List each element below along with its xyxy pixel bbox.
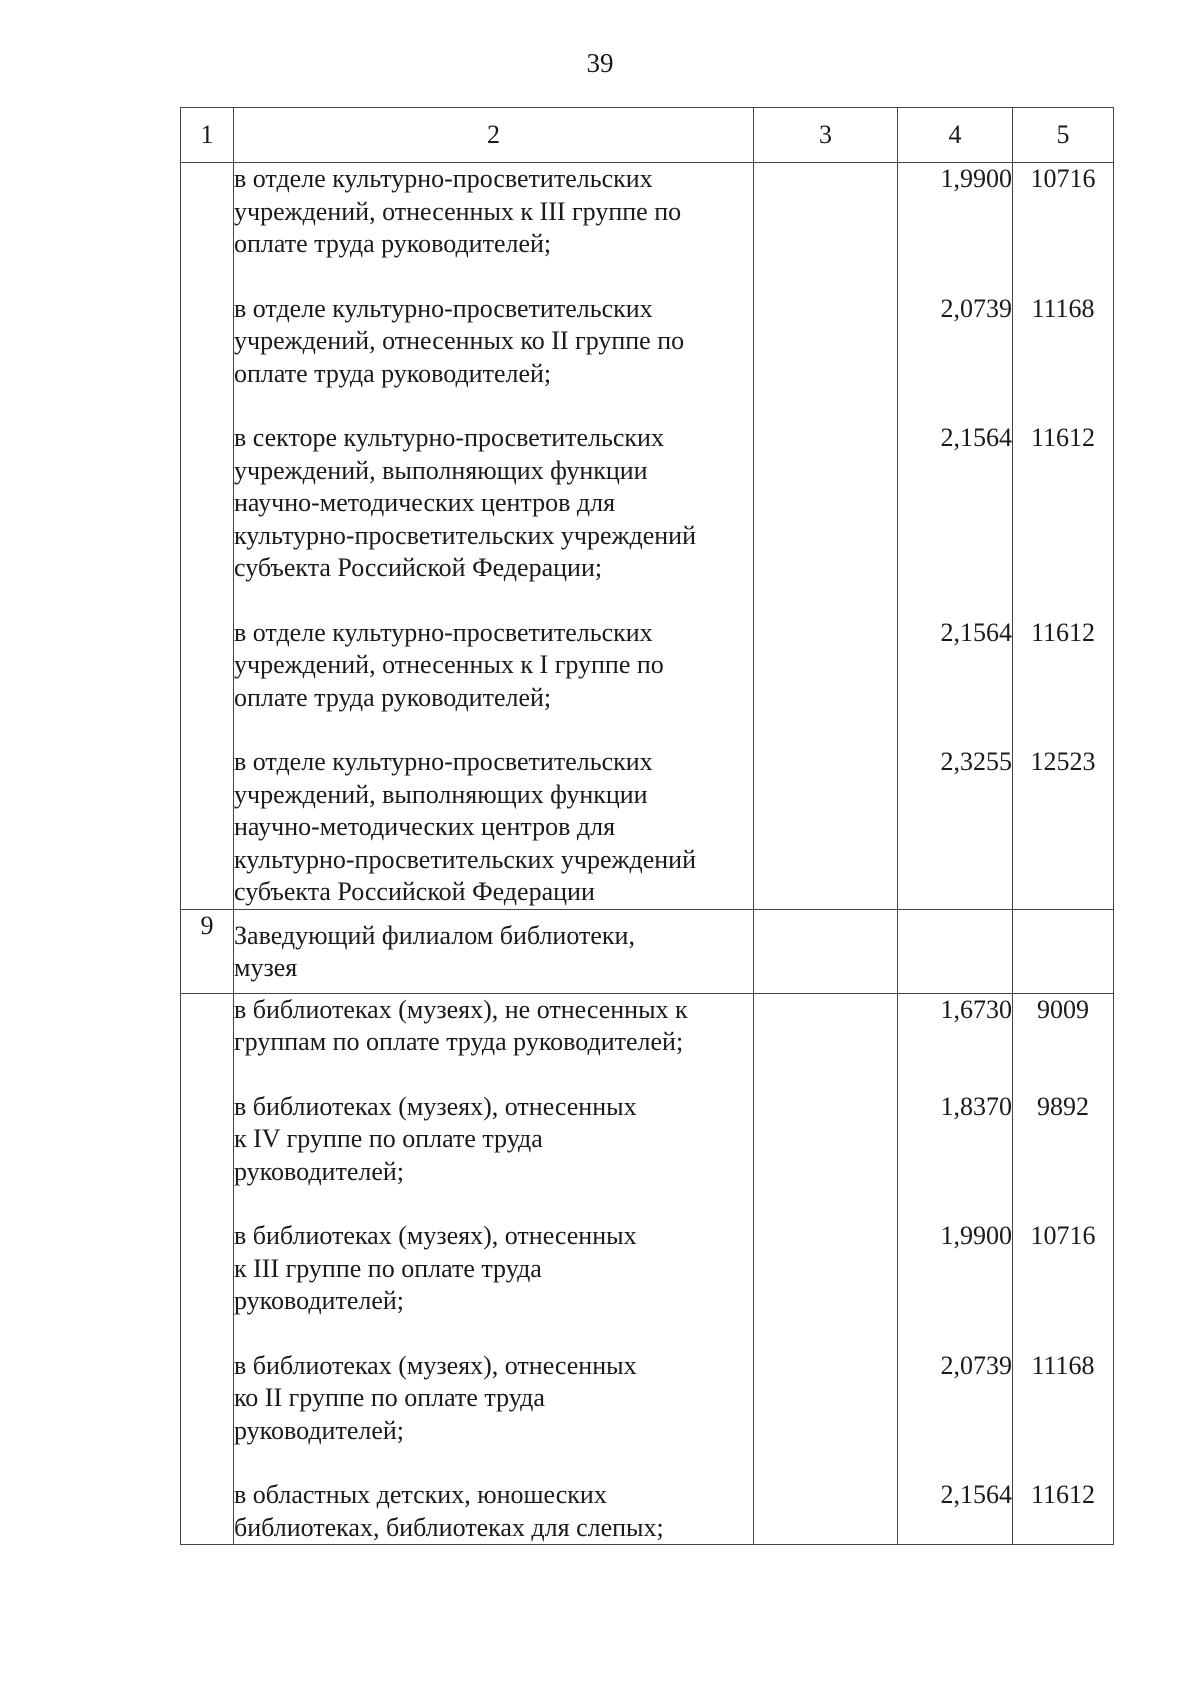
entry-text-line: научно-методических центров для [234,812,616,841]
entry-text [234,163,753,261]
entry-salary [1013,1479,1113,1544]
salary-value: 11612 [1030,1480,1096,1509]
entry-text-line: в отделе культурно-просветительских [234,747,653,776]
spacer-line [1013,1382,1113,1415]
entry-text [234,746,753,909]
column-header-5: 5 [1013,108,1114,163]
spacer-line [1013,1285,1113,1318]
spacer-line [1013,1026,1113,1059]
entry-text-line: культурно-просветительских учреждений [234,844,697,874]
spacer-line [898,325,1012,358]
entry-salary [1013,746,1113,909]
entry-gap [898,1318,1012,1350]
salary-value: 9009 [1037,994,1089,1024]
entry-text-line: библиотеках, библиотеках для слепых; [234,1512,664,1542]
spacer-line [898,455,1012,488]
entry-gap [1013,1447,1113,1479]
coefficient-cell [898,163,1013,910]
entry-text-line: учреждений, выполняющих функции [234,455,648,485]
entry-text-line: в библиотеках (музеях), отнесенных [234,1091,637,1121]
entry-text-line: оплате труда руководителей; [234,229,552,258]
entry-gap [1013,714,1113,746]
salary-value: 12523 [1030,747,1096,776]
entry-gap [1013,1059,1113,1091]
entry-text [234,617,753,715]
entry-coef [898,422,1012,585]
entry-text-line: научно-методических центров для [234,488,616,517]
entry-text-line: в отделе культурно-просветительских [234,164,653,193]
entry-salary [1013,1220,1113,1318]
entry-text-line: учреждений, отнесенных к III группе по [234,196,682,226]
spacer-line [898,487,1012,520]
entry-text [234,1091,753,1189]
spacer-line [1013,876,1113,909]
entry-coef [898,994,1012,1059]
entry-text-line: в библиотеках (музеях), отнесенных [234,1350,637,1380]
spacer-line [898,1512,1012,1545]
entry-text-line: руководителей; [234,1286,405,1315]
entry-text-line: руководителей; [234,1156,405,1186]
empty-cell [1013,909,1114,993]
entry-text [234,1479,753,1544]
coefficient-cell [898,993,1013,1545]
spacer-line [1013,196,1113,229]
spacer-line [898,520,1012,553]
table-row-group-b [181,993,1114,1545]
spacer-line [898,811,1012,844]
coefficient-value: 2,1564 [940,1480,1012,1509]
entry-gap [1013,1318,1113,1350]
row-number-cell [181,163,234,910]
empty-cell [754,909,898,993]
entry-text-line: в секторе культурно-просветительских [234,423,664,452]
coefficient-value: 1,9900 [940,164,1012,193]
entry-gap [1013,390,1113,422]
entry-gap [234,261,753,293]
spacer-line [898,682,1012,715]
spacer-line [898,1253,1012,1286]
salary-value: 10716 [1030,1221,1096,1250]
entry-coef [898,1479,1012,1544]
coefficient-value: 1,9900 [940,1221,1012,1250]
page-number: 39 [586,48,614,78]
salary-cell [1013,993,1114,1545]
column-header-4: 4 [898,108,1013,163]
entry-text-line: учреждений, выполняющих функции [234,779,648,809]
row-title-cell [234,909,754,993]
entry-text-line: субъекта Российской Федерации; [234,553,603,582]
table-header-row [181,108,1114,163]
entry-coef [898,746,1012,909]
spacer-line [1013,325,1113,358]
spacer-line [1013,649,1113,682]
empty-cell [754,993,898,1545]
salary-value: 11168 [1031,1350,1095,1380]
table-row-9 [181,909,1114,993]
entry-text-line: культурно-просветительских учреждений [234,520,697,550]
entry-text-line: оплате труда руководителей; [234,682,552,712]
spacer-line [898,1156,1012,1189]
entry-gap [898,714,1012,746]
table-row-group-a [181,163,1114,910]
spacer-line [898,779,1012,812]
entry-gap [1013,585,1113,617]
coefficient-value: 2,1564 [940,423,1012,452]
column-header-2: 2 [234,108,754,163]
entry-salary [1013,163,1113,261]
row-number: 9 [181,909,234,993]
entry-text-line: руководителей; [234,1415,405,1445]
spacer-line [1013,844,1113,877]
entry-gap [898,1059,1012,1091]
entry-coef [898,1220,1012,1318]
salary-table [180,107,1114,1545]
empty-cell [898,909,1013,993]
salary-value: 9892 [1037,1091,1089,1121]
entry-text [234,1350,753,1448]
entry-text-line: в отделе культурно-просветительских [234,617,653,647]
spacer-line [898,876,1012,909]
entry-text-line: учреждений, отнесенных к I группе по [234,650,664,679]
entry-text [234,1220,753,1318]
entry-text-line: субъекта Российской Федерации [234,877,595,906]
spacer-line [1013,1156,1113,1189]
entry-salary [1013,422,1113,585]
entry-text-line: учреждений, отнесенных ко II группе по [234,326,685,355]
spacer-line [1013,552,1113,585]
coefficient-value: 2,0739 [940,293,1012,323]
spacer-line [1013,1123,1113,1156]
entry-salary [1013,617,1113,715]
entry-salary [1013,1091,1113,1189]
entry-gap [1013,1188,1113,1220]
entry-text [234,293,753,391]
coefficient-value: 2,1564 [940,617,1012,647]
coefficient-value: 1,8370 [940,1091,1012,1121]
spacer-line [898,228,1012,261]
spacer-line [1013,682,1113,715]
salary-value: 11612 [1030,423,1096,452]
coefficient-value: 2,0739 [940,1350,1012,1380]
entry-gap [898,261,1012,293]
entry-salary [1013,293,1113,391]
entry-coef [898,163,1012,261]
entry-salary [1013,994,1113,1059]
entry-gap [898,390,1012,422]
entry-text-line: к IV группе по оплате труда [234,1124,543,1153]
spacer-line [898,358,1012,391]
spacer-line [898,196,1012,229]
entry-gap [234,390,753,422]
spacer-line [1013,228,1113,261]
salary-cell [1013,163,1114,910]
entry-text-line: ко II группе по оплате труда [234,1383,545,1412]
entry-text-line: к III группе по оплате труда [234,1253,542,1283]
column-header-1: 1 [181,108,234,163]
spacer-line [898,844,1012,877]
entry-text-line: в отделе культурно-просветительских [234,293,653,323]
entry-gap [898,585,1012,617]
entry-text [234,994,753,1059]
spacer-line [898,1026,1012,1059]
spacer-line [898,649,1012,682]
description-cell [234,163,754,910]
entry-text-line: в областных детских, юношеских [234,1480,607,1509]
spacer-line [1013,779,1113,812]
entry-gap [234,585,753,617]
coefficient-value: 1,6730 [940,994,1012,1024]
entry-gap [234,1188,753,1220]
entry-text-line: в библиотеках (музеях), не отнесенных к [234,994,688,1024]
empty-cell [754,163,898,910]
spacer-line [1013,1512,1113,1545]
entry-gap [1013,261,1113,293]
spacer-line [1013,520,1113,553]
entry-gap [234,714,753,746]
spacer-line [1013,358,1113,391]
spacer-line [898,552,1012,585]
spacer-line [1013,455,1113,488]
entry-gap [898,1188,1012,1220]
description-cell [234,993,754,1545]
spacer-line [898,1415,1012,1448]
entry-text [234,422,753,585]
row-title-line: музея [234,953,298,982]
entry-gap [898,1447,1012,1479]
row-number-cell [181,993,234,1545]
entry-coef [898,1350,1012,1448]
salary-value: 11612 [1030,617,1096,647]
spacer-line [1013,1415,1113,1448]
entry-coef [898,617,1012,715]
entry-coef [898,293,1012,391]
entry-gap [234,1447,753,1479]
column-header-3: 3 [754,108,898,163]
salary-value: 11168 [1031,293,1095,323]
entry-text-line: группам по оплате труда руководителей; [234,1027,684,1056]
spacer-line [898,1285,1012,1318]
spacer-line [1013,487,1113,520]
salary-value: 10716 [1030,164,1096,193]
spacer-line [898,1123,1012,1156]
entry-coef [898,1091,1012,1189]
spacer-line [898,1382,1012,1415]
entry-text-line: в библиотеках (музеях), отнесенных [234,1221,637,1250]
entry-text-line: оплате труда руководителей; [234,358,552,388]
spacer-line [1013,1253,1113,1286]
spacer-line [1013,811,1113,844]
coefficient-value: 2,3255 [940,747,1012,776]
entry-gap [234,1318,753,1350]
entry-salary [1013,1350,1113,1448]
entry-gap [234,1059,753,1091]
row-title-line: Заведующий филиалом библиотеки, [234,920,635,950]
